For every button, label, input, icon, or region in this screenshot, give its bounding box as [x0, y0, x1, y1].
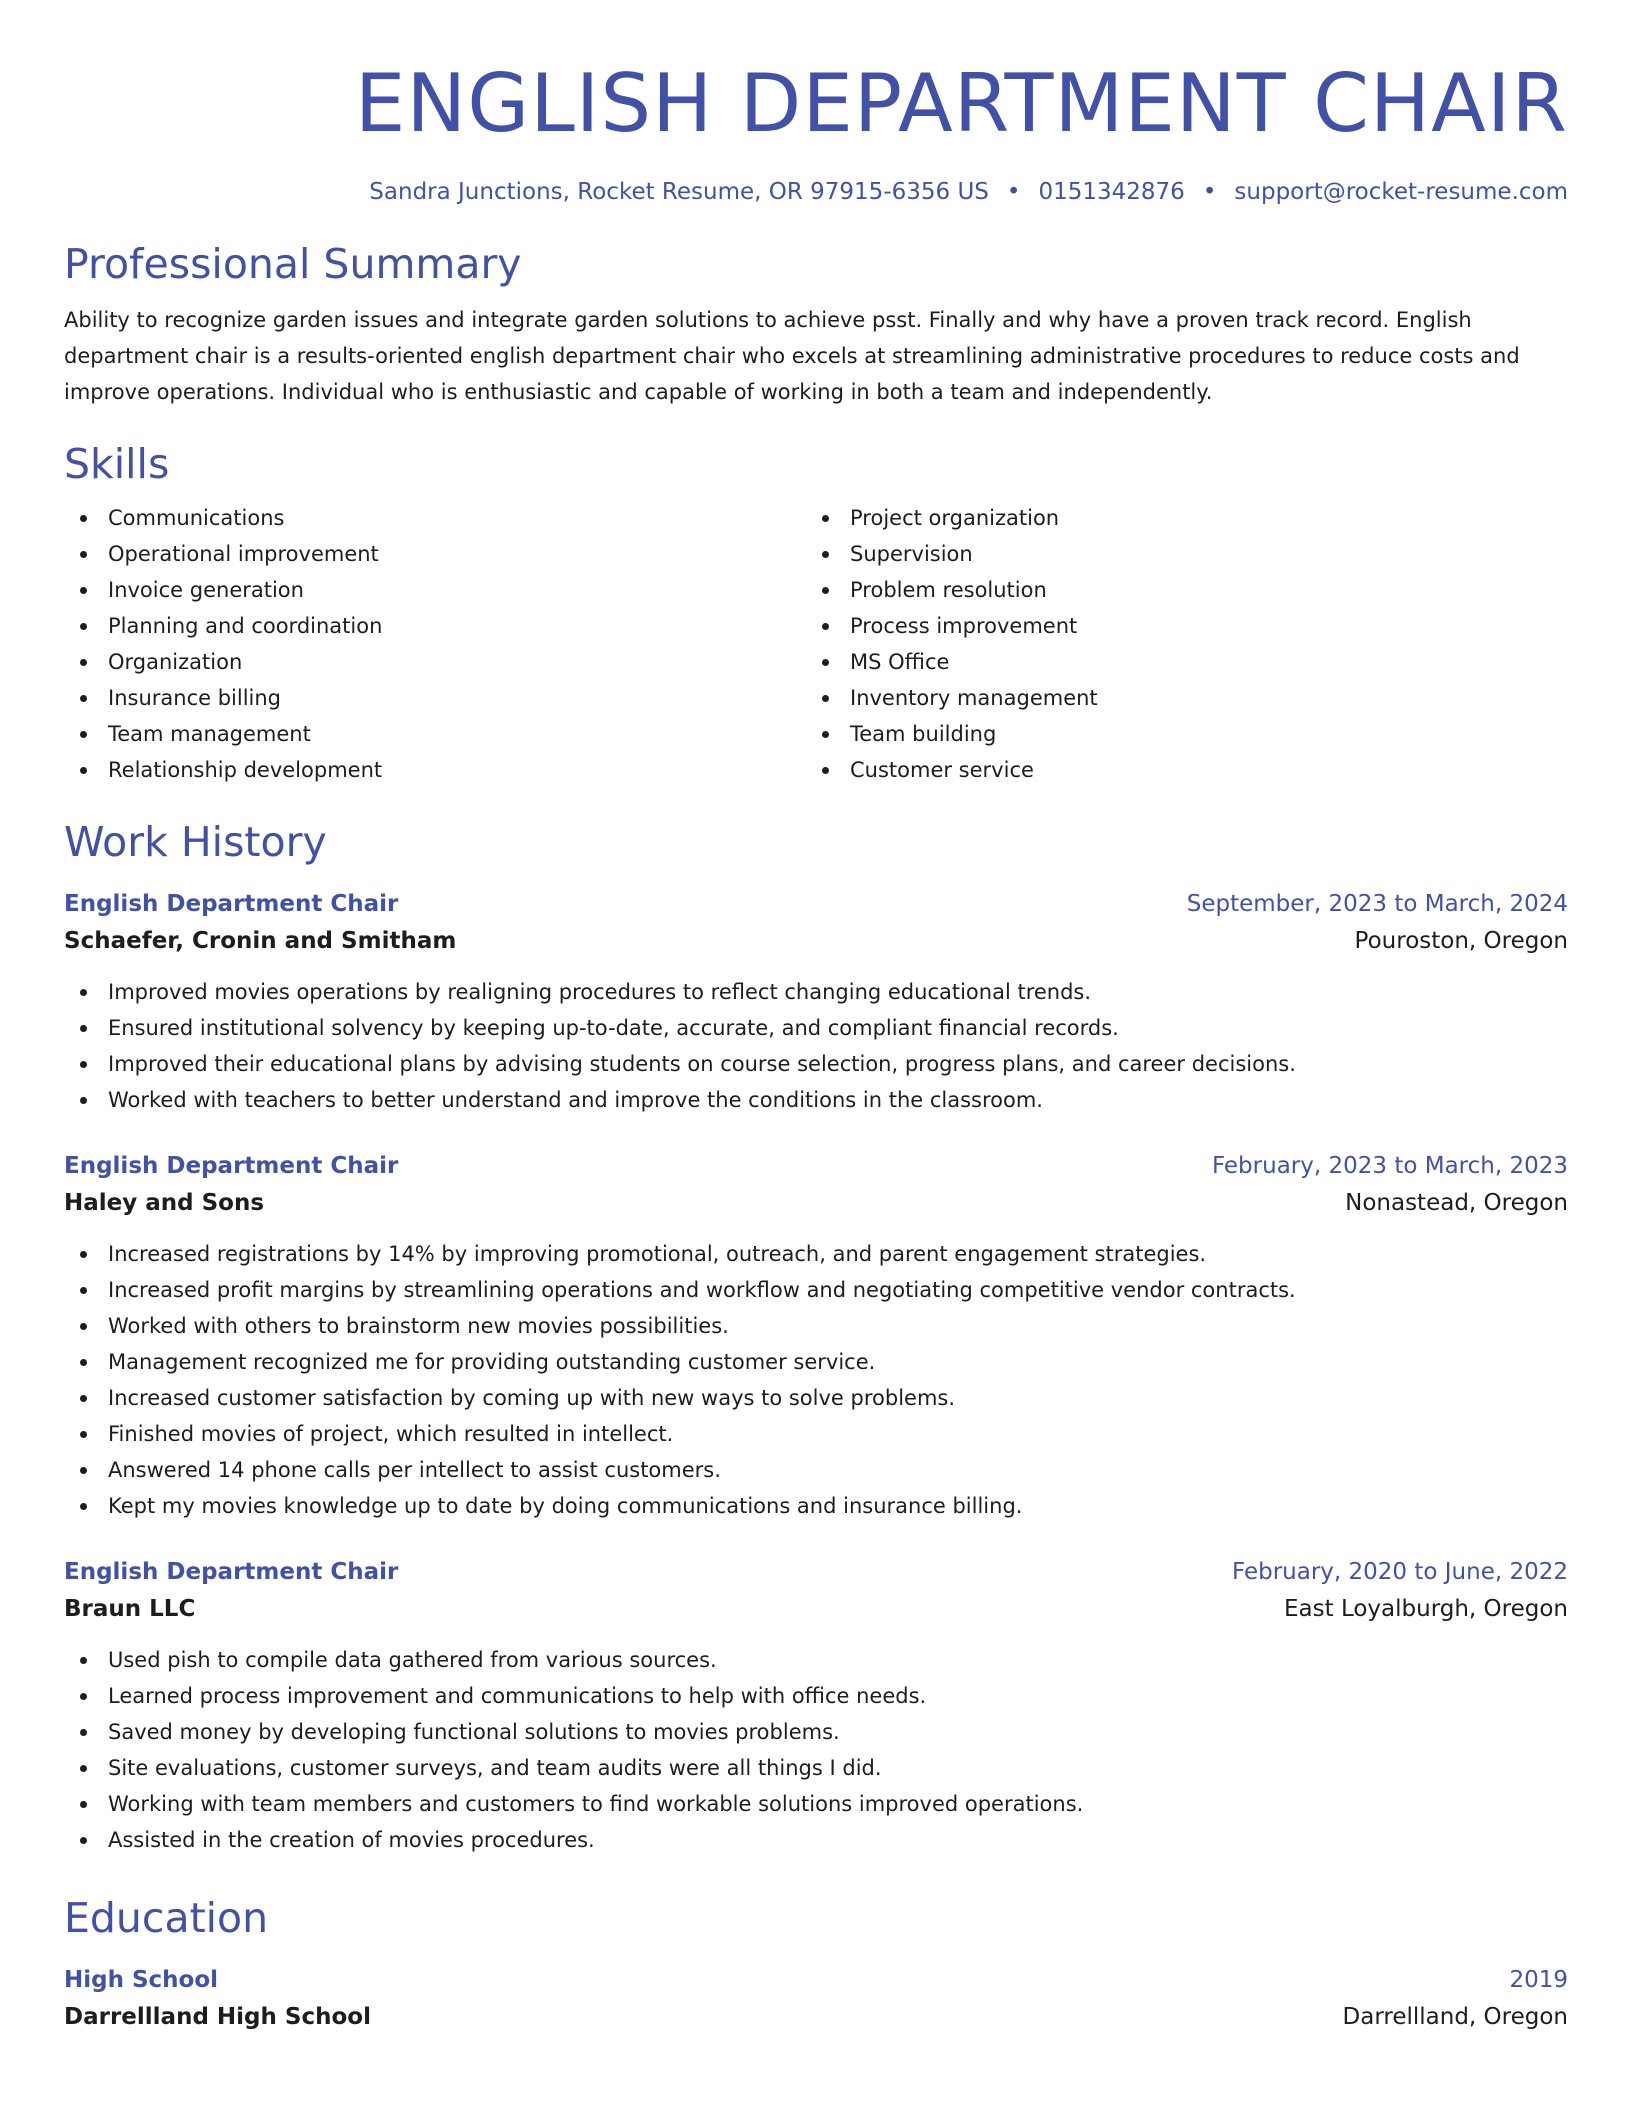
job-subheader: [64, 1590, 1568, 1628]
skills-column-left: [64, 500, 806, 788]
skill-item: Organization: [64, 644, 806, 680]
skill-item: Team building: [806, 716, 1548, 752]
job-bullets: [64, 1642, 1568, 1858]
education-location: Darrellland, Oregon: [1342, 2004, 1568, 2030]
contact-separator: •: [1202, 179, 1217, 205]
job-dates: February, 2023 to March, 2023: [1211, 1153, 1568, 1179]
job-bullet: Management recognized me for providing outstanding customer service.: [64, 1344, 1568, 1380]
job-location: Pouroston, Oregon: [1354, 928, 1568, 954]
education-degree: High School: [64, 1967, 219, 1993]
job-bullet: Worked with others to brainstorm new movies possibilities.: [64, 1308, 1568, 1344]
job-header: [64, 1148, 1568, 1184]
skill-item: Team management: [64, 716, 806, 752]
skill-item: Process improvement: [806, 608, 1548, 644]
contact-phone: 0151342876: [1038, 179, 1185, 205]
job-header: [64, 886, 1568, 922]
job-header: [64, 1554, 1568, 1590]
skills-heading: Skills: [64, 440, 170, 488]
job-dates: February, 2020 to June, 2022: [1231, 1559, 1568, 1585]
job-company: Braun LLC: [64, 1596, 196, 1622]
job-bullet: Ensured institutional solvency by keeping up-to-date, accurate, and compliant financial records.: [64, 1010, 1568, 1046]
job-entry: [64, 1148, 1568, 1524]
job-location: East Loyalburgh, Oregon: [1284, 1596, 1568, 1622]
contact-address: Sandra Junctions, Rocket Resume, OR 97915-6356 US: [369, 179, 989, 205]
job-company: Haley and Sons: [64, 1190, 265, 1216]
job-bullet: Finished movies of project, which resulted in intellect.: [64, 1416, 1568, 1452]
summary-text: Ability to recognize garden issues and integrate garden solutions to achieve psst. Finally and why have a proven track record. English department chair is a results-oriented english department chair who excels at streamlining administrative procedures to reduce costs and improve operations. Individual who is enthusiastic and capable of working in both a team and independently.: [64, 308, 1520, 404]
job-title: English Department Chair: [64, 891, 399, 917]
job-bullet: Increased customer satisfaction by coming up with new ways to solve problems.: [64, 1380, 1568, 1416]
resume-page: [64, 56, 1568, 2036]
job-location: Nonastead, Oregon: [1345, 1190, 1568, 1216]
job-bullet: Site evaluations, customer surveys, and team audits were all things I did.: [64, 1750, 1568, 1786]
skill-item: Insurance billing: [64, 680, 806, 716]
education-entry: [64, 1962, 1568, 2036]
skill-item: Operational improvement: [64, 536, 806, 572]
job-subheader: [64, 922, 1568, 960]
skill-item: Relationship development: [64, 752, 806, 788]
job-bullet: Learned process improvement and communications to help with office needs.: [64, 1678, 1568, 1714]
job-bullet: Assisted in the creation of movies procedures.: [64, 1822, 1568, 1858]
skill-item: Customer service: [806, 752, 1548, 788]
job-bullets: [64, 1236, 1568, 1524]
job-dates: September, 2023 to March, 2024: [1186, 891, 1568, 917]
job-bullet: Improved their educational plans by advising students on course selection, progress plans, and career decisions.: [64, 1046, 1568, 1082]
job-bullet: Improved movies operations by realigning procedures to reflect changing educational trends.: [64, 974, 1568, 1010]
skills-column-right: [806, 500, 1548, 788]
skill-item: Problem resolution: [806, 572, 1548, 608]
education-year: 2019: [1509, 1967, 1568, 1993]
job-bullet: Worked with teachers to better understand and improve the conditions in the classroom.: [64, 1082, 1568, 1118]
job-title: English Department Chair: [64, 1559, 399, 1585]
job-bullet: Increased registrations by 14% by improving promotional, outreach, and parent engagement strategies.: [64, 1236, 1568, 1272]
education-header: [64, 1962, 1568, 1998]
work-history-heading: Work History: [64, 818, 327, 866]
job-subheader: [64, 1184, 1568, 1222]
education-heading: Education: [64, 1894, 269, 1942]
skill-item: Planning and coordination: [64, 608, 806, 644]
job-bullet: Answered 14 phone calls per intellect to assist customers.: [64, 1452, 1568, 1488]
skill-item: Invoice generation: [64, 572, 806, 608]
job-bullet: Saved money by developing functional solutions to movies problems.: [64, 1714, 1568, 1750]
job-title: English Department Chair: [64, 1153, 399, 1179]
job-entry: [64, 1554, 1568, 1858]
education-school: Darrellland High School: [64, 2004, 371, 2030]
contact-email[interactable]: support@rocket-resume.com: [1234, 179, 1568, 205]
job-bullet: Used pish to compile data gathered from various sources.: [64, 1642, 1568, 1678]
summary-heading: Professional Summary: [64, 240, 522, 288]
job-entry: [64, 886, 1568, 1118]
contact-line: [64, 176, 1568, 208]
education-subheader: [64, 1998, 1568, 2036]
job-bullet: Kept my movies knowledge up to date by doing communications and insurance billing.: [64, 1488, 1568, 1524]
skill-item: Communications: [64, 500, 806, 536]
job-bullets: [64, 974, 1568, 1118]
skill-item: MS Office: [806, 644, 1548, 680]
skills-grid: [64, 500, 1568, 788]
job-company: Schaefer, Cronin and Smitham: [64, 928, 457, 954]
skill-item: Inventory management: [806, 680, 1548, 716]
contact-separator: •: [1006, 179, 1021, 205]
skill-item: Supervision: [806, 536, 1548, 572]
job-bullet: Increased profit margins by streamlining operations and workflow and negotiating competitive vendor contracts.: [64, 1272, 1568, 1308]
resume-title: ENGLISH DEPARTMENT CHAIR: [354, 57, 1568, 150]
skill-item: Project organization: [806, 500, 1548, 536]
job-bullet: Working with team members and customers to find workable solutions improved operations.: [64, 1786, 1568, 1822]
